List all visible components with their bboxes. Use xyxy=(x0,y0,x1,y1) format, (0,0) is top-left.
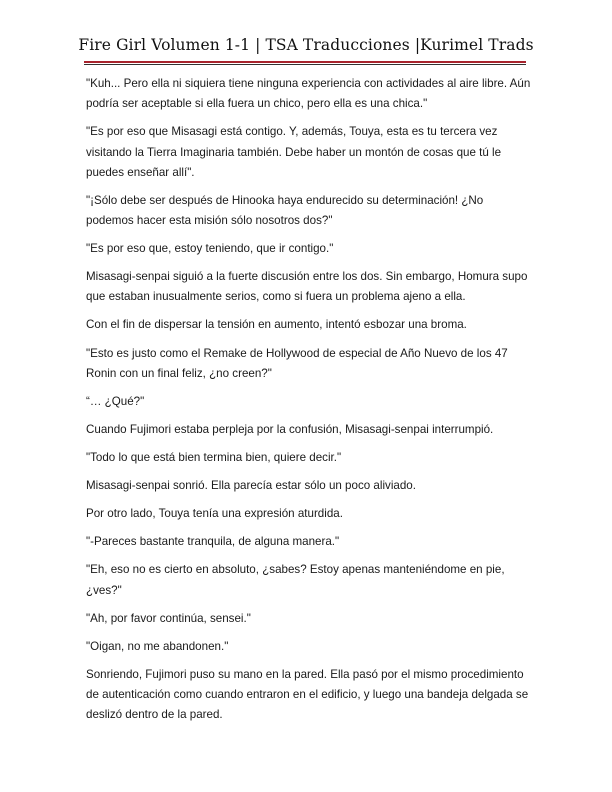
paragraph: Sonriendo, Fujimori puso su mano en la pared. Ella pasó por el mismo procedimiento de autenticación como cuando entraron en el edificio, y luego una bandeja delgada se deslizó dentro de la pared. xyxy=(86,667,529,722)
paragraph: Misasagi-senpai siguió a la fuerte discusión entre los dos. Sin embargo, Homura supo que estaban inusualmente serios, como si fuera un problema ajeno a ella. xyxy=(86,270,528,304)
paragraph: Misasagi-senpai sonrió. Ella parecía estar sólo un poco aliviado. xyxy=(86,479,416,493)
paragraph: "Oigan, no me abandonen." xyxy=(86,639,229,653)
paragraph: “… ¿Qué?" xyxy=(86,394,145,408)
paragraph: "Kuh... Pero ella ni siquiera tiene ninguna experiencia con actividades al aire libre. Aún podría ser aceptable si ella fuera un chico, pero ella es una chica." xyxy=(86,77,531,111)
paragraph: Por otro lado, Touya tenía una expresión aturdida. xyxy=(86,507,343,521)
body-text xyxy=(86,74,534,733)
paragraph: "Esto es justo como el Remake de Hollywood de especial de Año Nuevo de los 47 Ronin con un final feliz, ¿no creen?" xyxy=(86,346,508,380)
paragraph: Cuando Fujimori estaba perpleja por la confusión, Misasagi-senpai interrumpió. xyxy=(86,422,494,436)
header-rule-red xyxy=(84,61,526,63)
paragraph: "Todo lo que está bien termina bien, quiere decir." xyxy=(86,451,342,465)
paragraph: Con el fin de dispersar la tensión en aumento, intentó esbozar una broma. xyxy=(86,318,467,332)
paragraph: "Ah, por favor continúa, sensei." xyxy=(86,611,251,625)
paragraph: "¡Sólo debe ser después de Hinooka haya endurecido su determinación! ¿No podemos hacer esta misión sólo nosotros dos?" xyxy=(86,193,484,227)
paragraph: "Es por eso que Misasagi está contigo. Y, además, Touya, esta es tu tercera vez visitando la Tierra Imaginaria también. Debe haber un montón de cosas que tú le puedes enseñar allí". xyxy=(86,125,502,179)
paragraph: "-Pareces bastante tranquila, de alguna manera." xyxy=(86,535,340,549)
paragraph: "Eh, eso no es cierto en absoluto, ¿sabes? Estoy apenas manteniéndome en pie, ¿ves?" xyxy=(86,563,505,597)
paragraph: "Es por eso que, estoy teniendo, que ir contigo." xyxy=(86,242,334,256)
page-header-title: Fire Girl Volumen 1-1 | TSA Traducciones |Kurimel Trads xyxy=(78,36,534,54)
header-rule-black xyxy=(84,64,526,65)
